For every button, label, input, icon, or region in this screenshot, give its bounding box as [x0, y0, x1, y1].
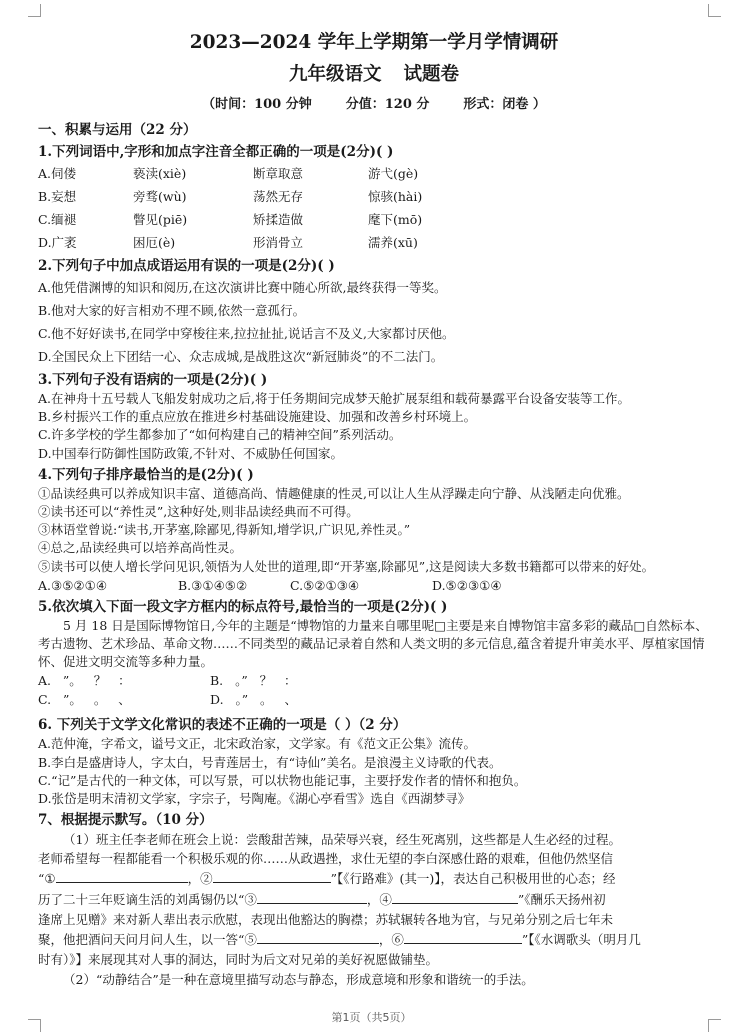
q7-text: ”【《行路难》(其一)】，表达自己积极用世的心态；经: [330, 871, 616, 887]
question-6-option: C.“记”是古代的一种文体，可以写景，可以状物也能记事，主要抒发作者的情怀和抱负。: [38, 772, 527, 788]
question-2-option: D.全国民众上下团结一心、众志成城,是战胜这次“新冠肺炎”的不二法门。: [38, 349, 444, 364]
q1-cell: 瞥见(piē): [133, 212, 188, 227]
exam-title: 2023—2024 学年上学期第一学月学情调研: [189, 32, 559, 53]
q7-text: （1）班主任李老师在班会上说：尝酸甜苦辣，品荣辱兴衰，经生死离别，这些都是人生必经的过程。: [63, 832, 621, 848]
q7-text: （2）“动静结合”是一种在意境里描写动态与静态，形成意境和形象和谐统一的手法。: [63, 972, 534, 988]
q7-text: ，④: [366, 892, 392, 908]
q1-cell: 形消骨立: [253, 235, 304, 250]
fill-blank-1[interactable]: [56, 868, 188, 883]
meta-form: 形式：闭卷 ）: [463, 97, 546, 112]
q1-cell: 游弋(gè): [368, 166, 419, 181]
question-6-option: A.范仲淹，字希文，谥号文正，北宋政治家，文学家。有《范文正公集》流传。: [38, 736, 477, 752]
question-6-option: D.张岱是明末清初文学家，字宗子，号陶庵。《湖心亭看雪》选自《西湖梦寻》: [38, 791, 471, 807]
crop-mark-top-left: [28, 4, 41, 17]
question-7-stem: 7、根据提示默写。（10 分）: [38, 812, 213, 829]
q1-cell: 惊骇(hài): [368, 189, 423, 204]
q7-text: 历了二十三年贬谪生活的刘禹锡仍以“③: [38, 892, 257, 908]
q7-text: 聚，他把酒问天问月问人生，以一答“⑤: [38, 932, 257, 948]
q7-text: ”【《水调歌头（明月几: [521, 932, 641, 948]
question-1-options: [38, 162, 710, 254]
q4-option: A.③⑤②①④: [38, 577, 108, 593]
meta-time: （时间：100 分钟: [202, 97, 312, 112]
q4-option: D.⑤②③①④: [432, 577, 502, 593]
question-5-options-row: [38, 690, 710, 709]
q5-option: D. 。” 。 、: [210, 692, 297, 708]
q1-cell: B.妄想: [38, 189, 77, 204]
section-heading: 一、积累与运用（22 分）: [38, 122, 197, 138]
question-2-option: B.他对大家的好言相劝不理不顾,依然一意孤行。: [38, 303, 306, 318]
q1-cell: 麾下(mō): [368, 212, 423, 227]
question-4-sentence: ①品读经典可以养成知识丰富、道德高尚、情趣健康的性灵,可以让人生从浮躁走向宁静、从浅陋走向优雅。: [38, 485, 630, 501]
q1-cell: 断章取意: [253, 166, 304, 181]
exam-page: [38, 28, 710, 990]
q7-text: ，⑥: [378, 932, 404, 948]
q7-line: [38, 929, 710, 950]
fill-blank-5[interactable]: [257, 929, 379, 944]
q1-cell: 旁骛(wù): [133, 189, 187, 204]
question-3-option: C.许多学校的学生都参加了“如何构建自己的精神空间”系列活动。: [38, 427, 402, 443]
q7-line: [38, 868, 710, 889]
q7-text: “①: [38, 871, 56, 887]
question-5-stem: 5.依次填入下面一段文字方框内的标点符号,最恰当的一项是(2分)( ): [38, 598, 448, 615]
exam-meta: [38, 92, 710, 118]
q1-cell: 亵渎(xiè): [133, 166, 187, 181]
q7-text: 时有）》】来展现其对人事的洞达，同时为后文对兄弟的美好祝愿做铺垫。: [38, 952, 439, 968]
q5-option: A. ”。 ？ ：: [38, 673, 131, 689]
q5-option: C. ”。 。 、: [38, 692, 131, 708]
q1-cell: 矫揉造做: [253, 212, 304, 227]
fill-blank-6[interactable]: [404, 929, 522, 944]
question-3-option: A.在神舟十五号载人飞船发射成功之后,将于任务期间完成梦天舱扩展泵组和载荷暴露平台设备安装等工作。: [38, 391, 630, 406]
question-6-option: B.李白是盛唐诗人，字太白，号青莲居士，有“诗仙”美名。是浪漫主义诗歌的代表。: [38, 754, 502, 770]
q1-cell: 困厄(è): [133, 235, 176, 250]
q7-text: ”《酬乐天扬州初: [517, 892, 606, 908]
q7-text: 老师希望每一程都能看一个积极乐观的你……从政遇挫，求仕无望的李白深感仕路的艰难，但他仍然坚信: [38, 851, 614, 867]
q7-text: ，②: [187, 871, 213, 887]
meta-score: 分值：120 分: [345, 97, 430, 112]
q1-cell: 荡然无存: [253, 189, 304, 204]
question-4-stem: 4.下列句子排序最恰当的是(2分)( ): [38, 466, 254, 483]
fill-blank-3[interactable]: [257, 889, 367, 904]
exam-subtitle: [38, 58, 710, 92]
question-4-sentence: ④总之,品读经典可以培养高尚性灵。: [38, 540, 242, 556]
question-2-option: C.他不好好读书,在同学中穿梭往来,拉拉扯扯,说话言不及义,大家都讨厌他。: [38, 326, 455, 341]
q7-line: [38, 889, 710, 910]
q1-cell: D.广袤: [38, 235, 77, 250]
question-2-option: A.他凭借渊博的知识和阅历,在这次演讲比赛中随心所欲,最终获得一等奖。: [38, 280, 447, 295]
q1-cell: C.缅褪: [38, 212, 77, 227]
question-3-option: D.中国奉行防御性国防政策,不针对、不威胁任何国家。: [38, 445, 344, 461]
question-5-options-row: [38, 671, 710, 690]
question-4-sentence: ③林语堂曾说:“读书,开茅塞,除鄙见,得新知,增学识,广识见,养性灵。”: [38, 522, 411, 538]
q5-option: B. 。” ？ ：: [210, 673, 297, 689]
question-2-stem: 2.下列句子中加点成语运用有误的一项是(2分)( ): [38, 258, 335, 274]
fill-blank-2[interactable]: [213, 868, 331, 883]
question-1-stem: 1.下列词语中,字形和加点字注音全都正确的一项是(2分)( ): [38, 144, 394, 160]
q4-option: C.⑤②①③④: [290, 577, 360, 593]
question-4-sentence: ②读书还可以“养性灵”,这种好处,则非品读经典而不可得。: [38, 504, 359, 520]
question-4-sentence: ⑤读书可以使人增长学问见识,领悟为人处世的道理,即“开茅塞,除鄙见”,这是阅读大多数书籍都可以带来的好处。: [38, 558, 655, 574]
question-5-passage: 5 月 18 日是国际博物馆日,今年的主题是“博物馆的力量来自哪里呢□主要是来自博物馆丰富多彩的藏品□自然标本、考古遗物、艺术珍品、革命文物……不同类型的藏品记录着自然和人类文明的多元信息,蕴含着提升审美水平、厚植家国情怀、促进文明交流等多种力量。: [38, 617, 708, 670]
q1-cell: 濡养(xū): [368, 235, 418, 250]
question-3-stem: 3.下列句子没有语病的一项是(2分)( ): [38, 372, 268, 388]
fill-blank-4[interactable]: [392, 889, 518, 904]
subtitle-paper: 试题卷: [403, 64, 460, 85]
page-number: 第1页（共5页）: [331, 1011, 412, 1024]
question-3-option: B.乡村振兴工作的重点应放在推进乡村基础设施建设、加强和改善乡村环境上。: [38, 409, 477, 425]
crop-mark-top-right: [708, 4, 721, 17]
q7-text: 逢席上见赠》来对新人辈出表示欣慰，表现出他豁达的胸襟；苏轼辗转各地为官，与兄弟分别之后七年未: [38, 912, 614, 928]
question-4-options: [38, 576, 710, 595]
subtitle-grade: 九年级语文: [288, 64, 382, 85]
q1-cell: A.伺偻: [38, 166, 77, 181]
question-6-stem: 6. 下列关于文学文化常识的表述不正确的一项是（ ）（2 分）: [38, 717, 407, 734]
q4-option: B.③①④⑤②: [178, 577, 248, 593]
